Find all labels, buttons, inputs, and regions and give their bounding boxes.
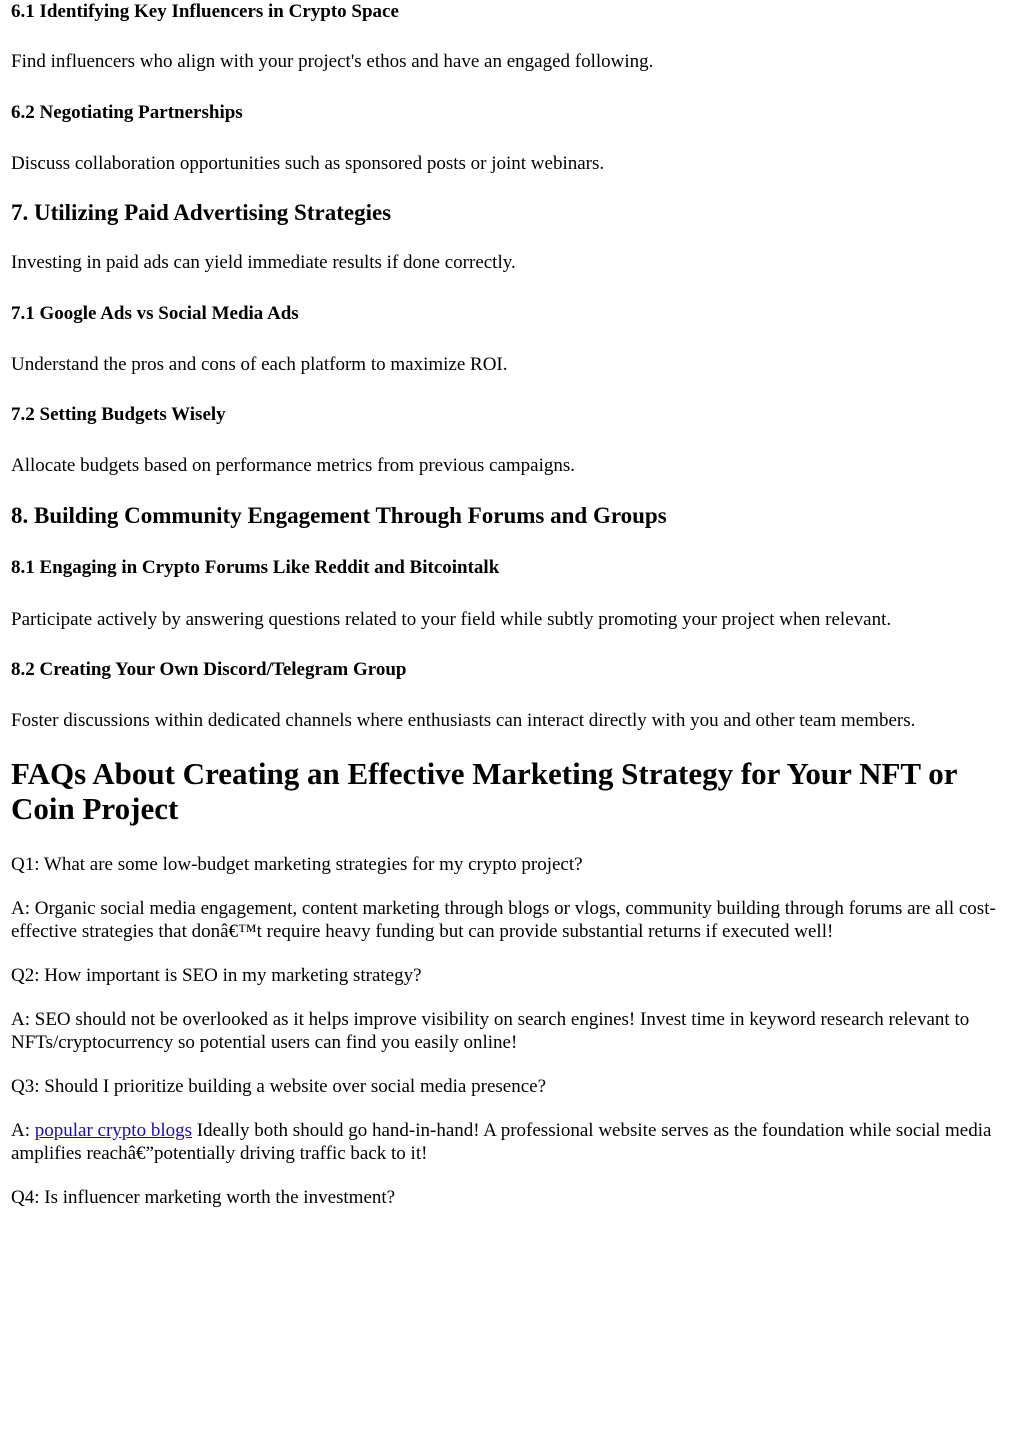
paragraph-7: Investing in paid ads can yield immediate results if done correctly. (11, 252, 516, 273)
heading-6-2: 6.2 Negotiating Partnerships (11, 102, 243, 123)
heading-7: 7. Utilizing Paid Advertising Strategies (11, 200, 392, 225)
faq-answer-3 (11, 1119, 1016, 1165)
heading-8: 8. Building Community Engagement Through Forums and Groups (11, 503, 667, 528)
popular-crypto-blogs-link[interactable]: popular crypto blogs (34, 1120, 193, 1141)
faq-answer-3-text: Ideally both should go hand-in-hand! A professional website serves as the foundation while social media amplifies reachâ€”potentially driving traffic back to it! (11, 1120, 992, 1164)
paragraph-8-1: Participate actively by answering questions related to your field while subtly promoting your project when relevant. (11, 609, 892, 630)
faq-title: FAQs About Creating an Effective Marketing Strategy for Your NFT or Coin Project (11, 756, 957, 826)
heading-7-1: 7.1 Google Ads vs Social Media Ads (11, 303, 299, 324)
heading-8-2: 8.2 Creating Your Own Discord/Telegram Group (11, 659, 407, 680)
faq-question-4: Q4: Is influencer marketing worth the investment? (11, 1187, 396, 1208)
heading-8-1: 8.1 Engaging in Crypto Forums Like Reddit and Bitcointalk (11, 557, 500, 578)
faq-answer-1: A: Organic social media engagement, content marketing through blogs or vlogs, community building through forums are all cost-effective strategies that donâ€™t require heavy funding but can provide substantial returns if executed well! (11, 898, 996, 942)
paragraph-6-1: Find influencers who align with your project's ethos and have an engaged following. (11, 51, 654, 72)
paragraph-7-2: Allocate budgets based on performance metrics from previous campaigns. (11, 455, 576, 476)
heading-6-1: 6.1 Identifying Key Influencers in Crypto Space (11, 1, 399, 22)
faq-question-2: Q2: How important is SEO in my marketing strategy? (11, 965, 422, 986)
paragraph-8-2: Foster discussions within dedicated channels where enthusiasts can interact directly with you and other team members. (11, 710, 916, 731)
faq-answer-2: A: SEO should not be overlooked as it helps improve visibility on search engines! Invest time in keyword research relevant to NFTs/cryptocurrency so potential users can find you easily online! (11, 1009, 970, 1053)
paragraph-7-1: Understand the pros and cons of each platform to maximize ROI. (11, 354, 508, 375)
faq-question-3: Q3: Should I prioritize building a website over social media presence? (11, 1076, 547, 1097)
faq-answer-3-prefix: A: (11, 1120, 35, 1141)
heading-7-2: 7.2 Setting Budgets Wisely (11, 404, 226, 425)
faq-question-1: Q1: What are some low-budget marketing strategies for my crypto project? (11, 854, 583, 875)
paragraph-6-2: Discuss collaboration opportunities such as sponsored posts or joint webinars. (11, 153, 605, 174)
